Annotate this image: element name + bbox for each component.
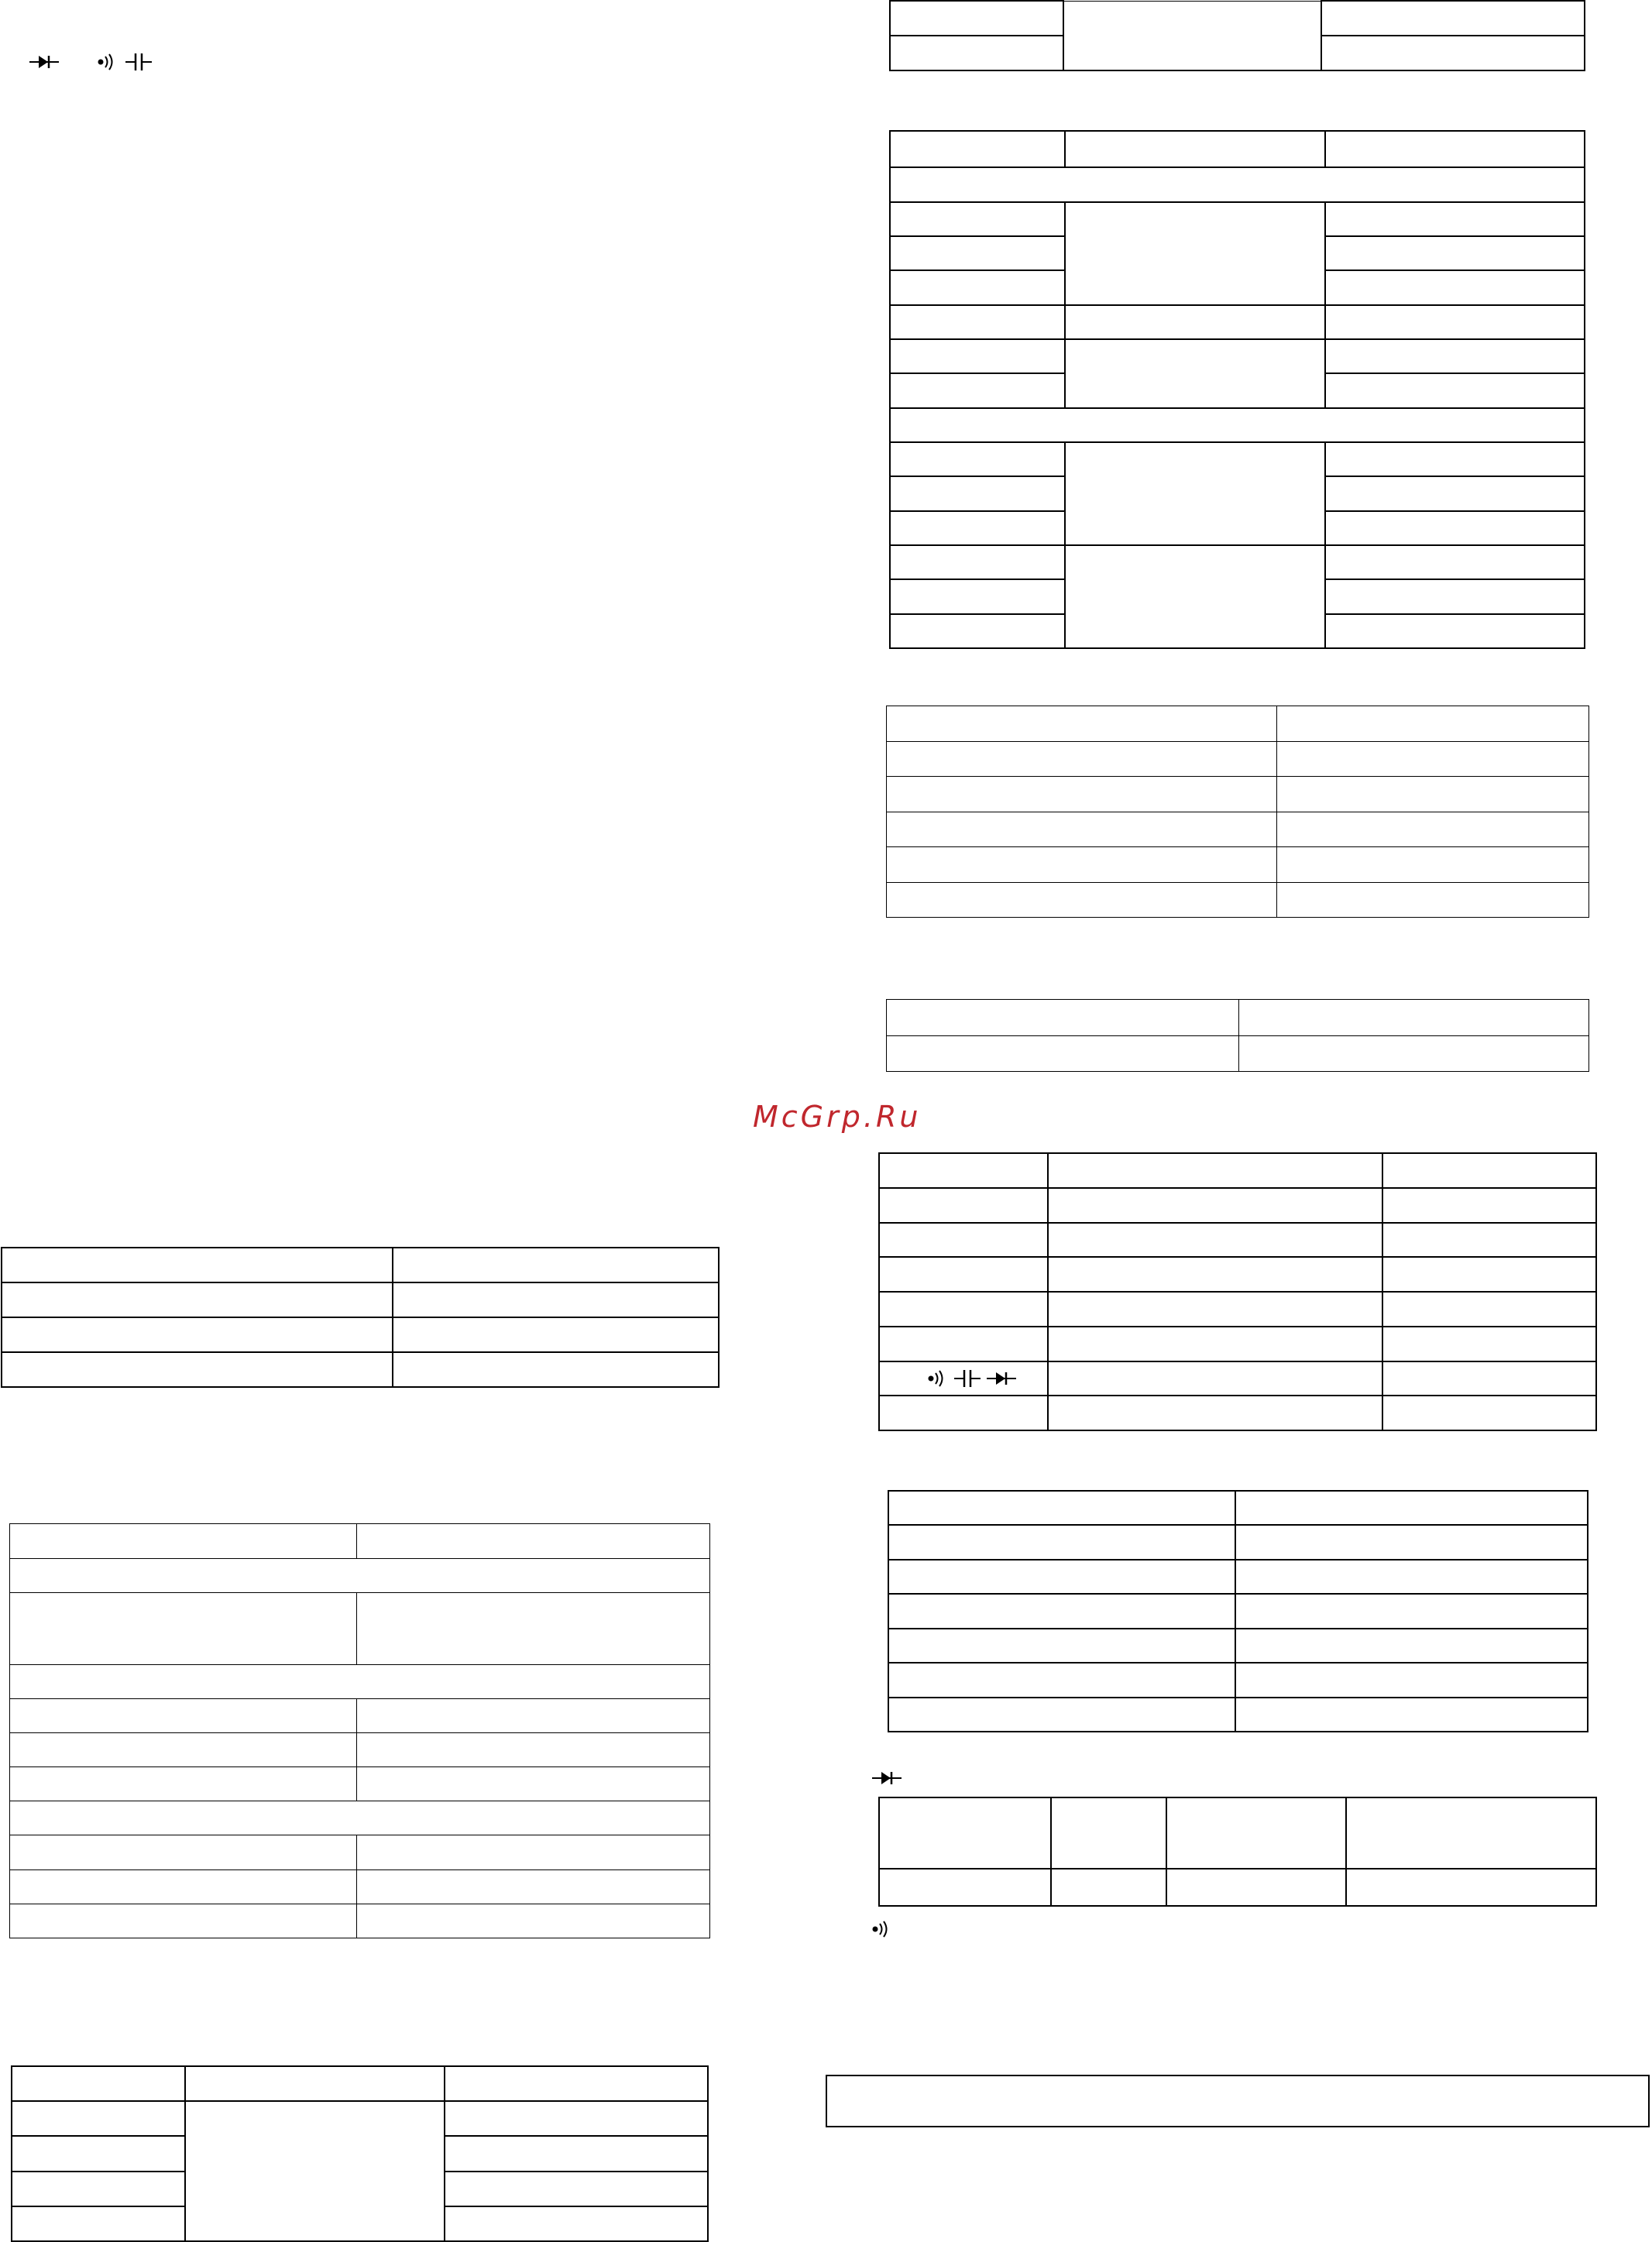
table-header-cell [10,1524,357,1559]
table-cell [357,1869,710,1904]
table-header-cell [1382,1153,1596,1188]
table-cell [12,2136,185,2171]
table-section-row [10,1664,710,1698]
table-cell [10,1593,357,1664]
table-cell [1382,1361,1596,1396]
table-cell [1325,545,1585,579]
table-cell [1277,777,1589,812]
table-cell [10,1835,357,1869]
table-cell [890,36,1063,70]
table-cell [1325,579,1585,613]
table-cell [890,614,1065,648]
capacitor-icon [125,51,152,73]
table-cell [1235,1594,1588,1628]
table-cell [1235,1525,1588,1559]
table-cell [2,1282,393,1317]
table-cell [1382,1292,1596,1327]
table-cell [1382,1223,1596,1258]
table-cell [1235,1663,1588,1697]
table-cell [1048,1361,1382,1396]
table-cell [888,1663,1235,1697]
table-cell [1065,305,1325,339]
table-cell [887,847,1277,883]
table-cell [890,202,1065,236]
table-cell [887,1000,1239,1036]
table-left-b [9,1523,710,1938]
table-two-col-a [886,706,1589,918]
table-cell [890,373,1065,407]
table-left-c [11,2065,709,2242]
table-cell [1277,741,1589,777]
table-cell [1235,1629,1588,1663]
table-cell [1065,339,1325,408]
table-cell [185,2101,445,2241]
continuity-icon [872,1918,892,1940]
table-cell [890,236,1065,270]
table-cell [445,2136,708,2171]
table-section-row [890,167,1585,201]
table-cell [1382,1396,1596,1430]
continuity-icon [928,1368,948,1389]
table-header-cell [1346,1797,1596,1869]
table-cell [1235,1560,1588,1594]
table-cell [1065,202,1325,305]
table-diode [878,1797,1597,1907]
table-cell [887,777,1277,812]
table-cell [1382,1327,1596,1361]
table-header-cell [357,1524,710,1559]
table-cell [10,1869,357,1904]
table-cell [1321,36,1585,70]
table-header-cell [445,2066,708,2101]
table-cell [445,2101,708,2136]
table-cell [890,339,1065,373]
table-cell [1277,847,1589,883]
table-cell [1277,812,1589,847]
table-cell [357,1732,710,1766]
table-cell [1048,1327,1382,1361]
table-cell [879,1396,1048,1430]
table-cell [2,1248,393,1282]
table-cell [890,1,1063,36]
table-functions [878,1152,1597,1431]
table-cell [445,2206,708,2241]
table-cell [1048,1292,1382,1327]
table-cell [887,1035,1239,1072]
table-cell [12,2206,185,2241]
table-cell [1325,442,1585,476]
table-cell [890,442,1065,476]
table-cell [1325,270,1585,304]
table-cell [1277,706,1589,742]
table-cell [1065,545,1325,648]
table-header-cell [1166,1797,1346,1869]
function-symbols-top [29,51,152,73]
table-cell [10,1904,357,1938]
table-cell [2,1352,393,1387]
table-cell [1239,1035,1589,1072]
table-cell [445,2172,708,2206]
table-cell [10,1698,357,1732]
table-top-right [889,0,1585,71]
table-cell [879,1869,1051,1906]
table-section-row [10,1801,710,1835]
table-cell [890,545,1065,579]
table-cell [887,812,1277,847]
table-cell [879,1327,1048,1361]
table-cell [1321,1,1585,36]
table-cell [887,741,1277,777]
table-header-cell [12,2066,185,2101]
table-cell [1239,1000,1589,1036]
table-cell [887,706,1277,742]
note-box [826,2075,1650,2127]
table-section-row [10,1559,710,1593]
table-cell [1325,476,1585,510]
table-cell [357,1835,710,1869]
continuity-icon [98,51,118,73]
table-cell [12,2101,185,2136]
function-symbols-row [928,1368,1016,1389]
diode-heading [872,1770,902,1787]
table-left-a [1,1247,720,1388]
table-cell [1382,1188,1596,1223]
table-cell [1325,511,1585,545]
table-cell [1325,202,1585,236]
table-cell [1051,1869,1166,1906]
table-cell [1048,1396,1382,1430]
table-cell [1325,339,1585,373]
table-cell [879,1188,1048,1223]
table-header-cell [1051,1797,1166,1869]
diode-icon [987,1370,1016,1387]
table-header-cell [879,1153,1048,1188]
table-cell [1325,236,1585,270]
diode-icon [872,1770,902,1787]
table-header-cell [1048,1153,1382,1188]
watermark: McGrp.Ru [753,1100,922,1134]
table-cell [890,511,1065,545]
table-header-cell [185,2066,445,2101]
table-cell [879,1257,1048,1292]
table-cell [393,1248,719,1282]
continuity-heading [872,1918,892,1940]
table-cell [888,1594,1235,1628]
table-cell [1346,1869,1596,1906]
table-cell [888,1629,1235,1663]
table-ranges [889,130,1585,649]
table-cell [1277,882,1589,918]
table-cell [357,1698,710,1732]
table-cell [888,1560,1235,1594]
table-cell [1065,442,1325,545]
capacitor-icon [954,1368,981,1389]
table-cell [393,1282,719,1317]
table-cell [888,1525,1235,1559]
table-cell [890,305,1065,339]
table-cell [1325,614,1585,648]
table-cell [1166,1869,1346,1906]
table-cell [887,882,1277,918]
table-cell [357,1767,710,1801]
table-cell [357,1904,710,1938]
table-cell [357,1593,710,1664]
table-cell [879,1223,1048,1258]
table-cell [879,1361,1048,1396]
table-cell [10,1767,357,1801]
table-cell [890,476,1065,510]
table-cell [1235,1491,1588,1525]
table-cell [890,579,1065,613]
diode-icon [29,53,59,70]
table-cell [1235,1698,1588,1732]
table-header-cell [1325,131,1585,167]
table-cell [888,1698,1235,1732]
table-header-cell [879,1797,1051,1869]
table-cell [393,1352,719,1387]
table-two-col-c [888,1490,1588,1732]
table-cell [2,1317,393,1352]
table-cell [1325,373,1585,407]
table-cell [1382,1257,1596,1292]
table-cell [10,1732,357,1766]
table-cell [888,1491,1235,1525]
table-cell [879,1292,1048,1327]
table-cell [1048,1257,1382,1292]
table-cell [1048,1223,1382,1258]
table-cell [12,2172,185,2206]
table-two-col-b [886,999,1589,1072]
table-section-row [890,408,1585,442]
table-cell [393,1317,719,1352]
table-cell [1063,1,1321,70]
table-header-cell [1065,131,1325,167]
table-cell [1325,305,1585,339]
table-cell [1048,1188,1382,1223]
table-cell [890,270,1065,304]
table-header-cell [890,131,1065,167]
